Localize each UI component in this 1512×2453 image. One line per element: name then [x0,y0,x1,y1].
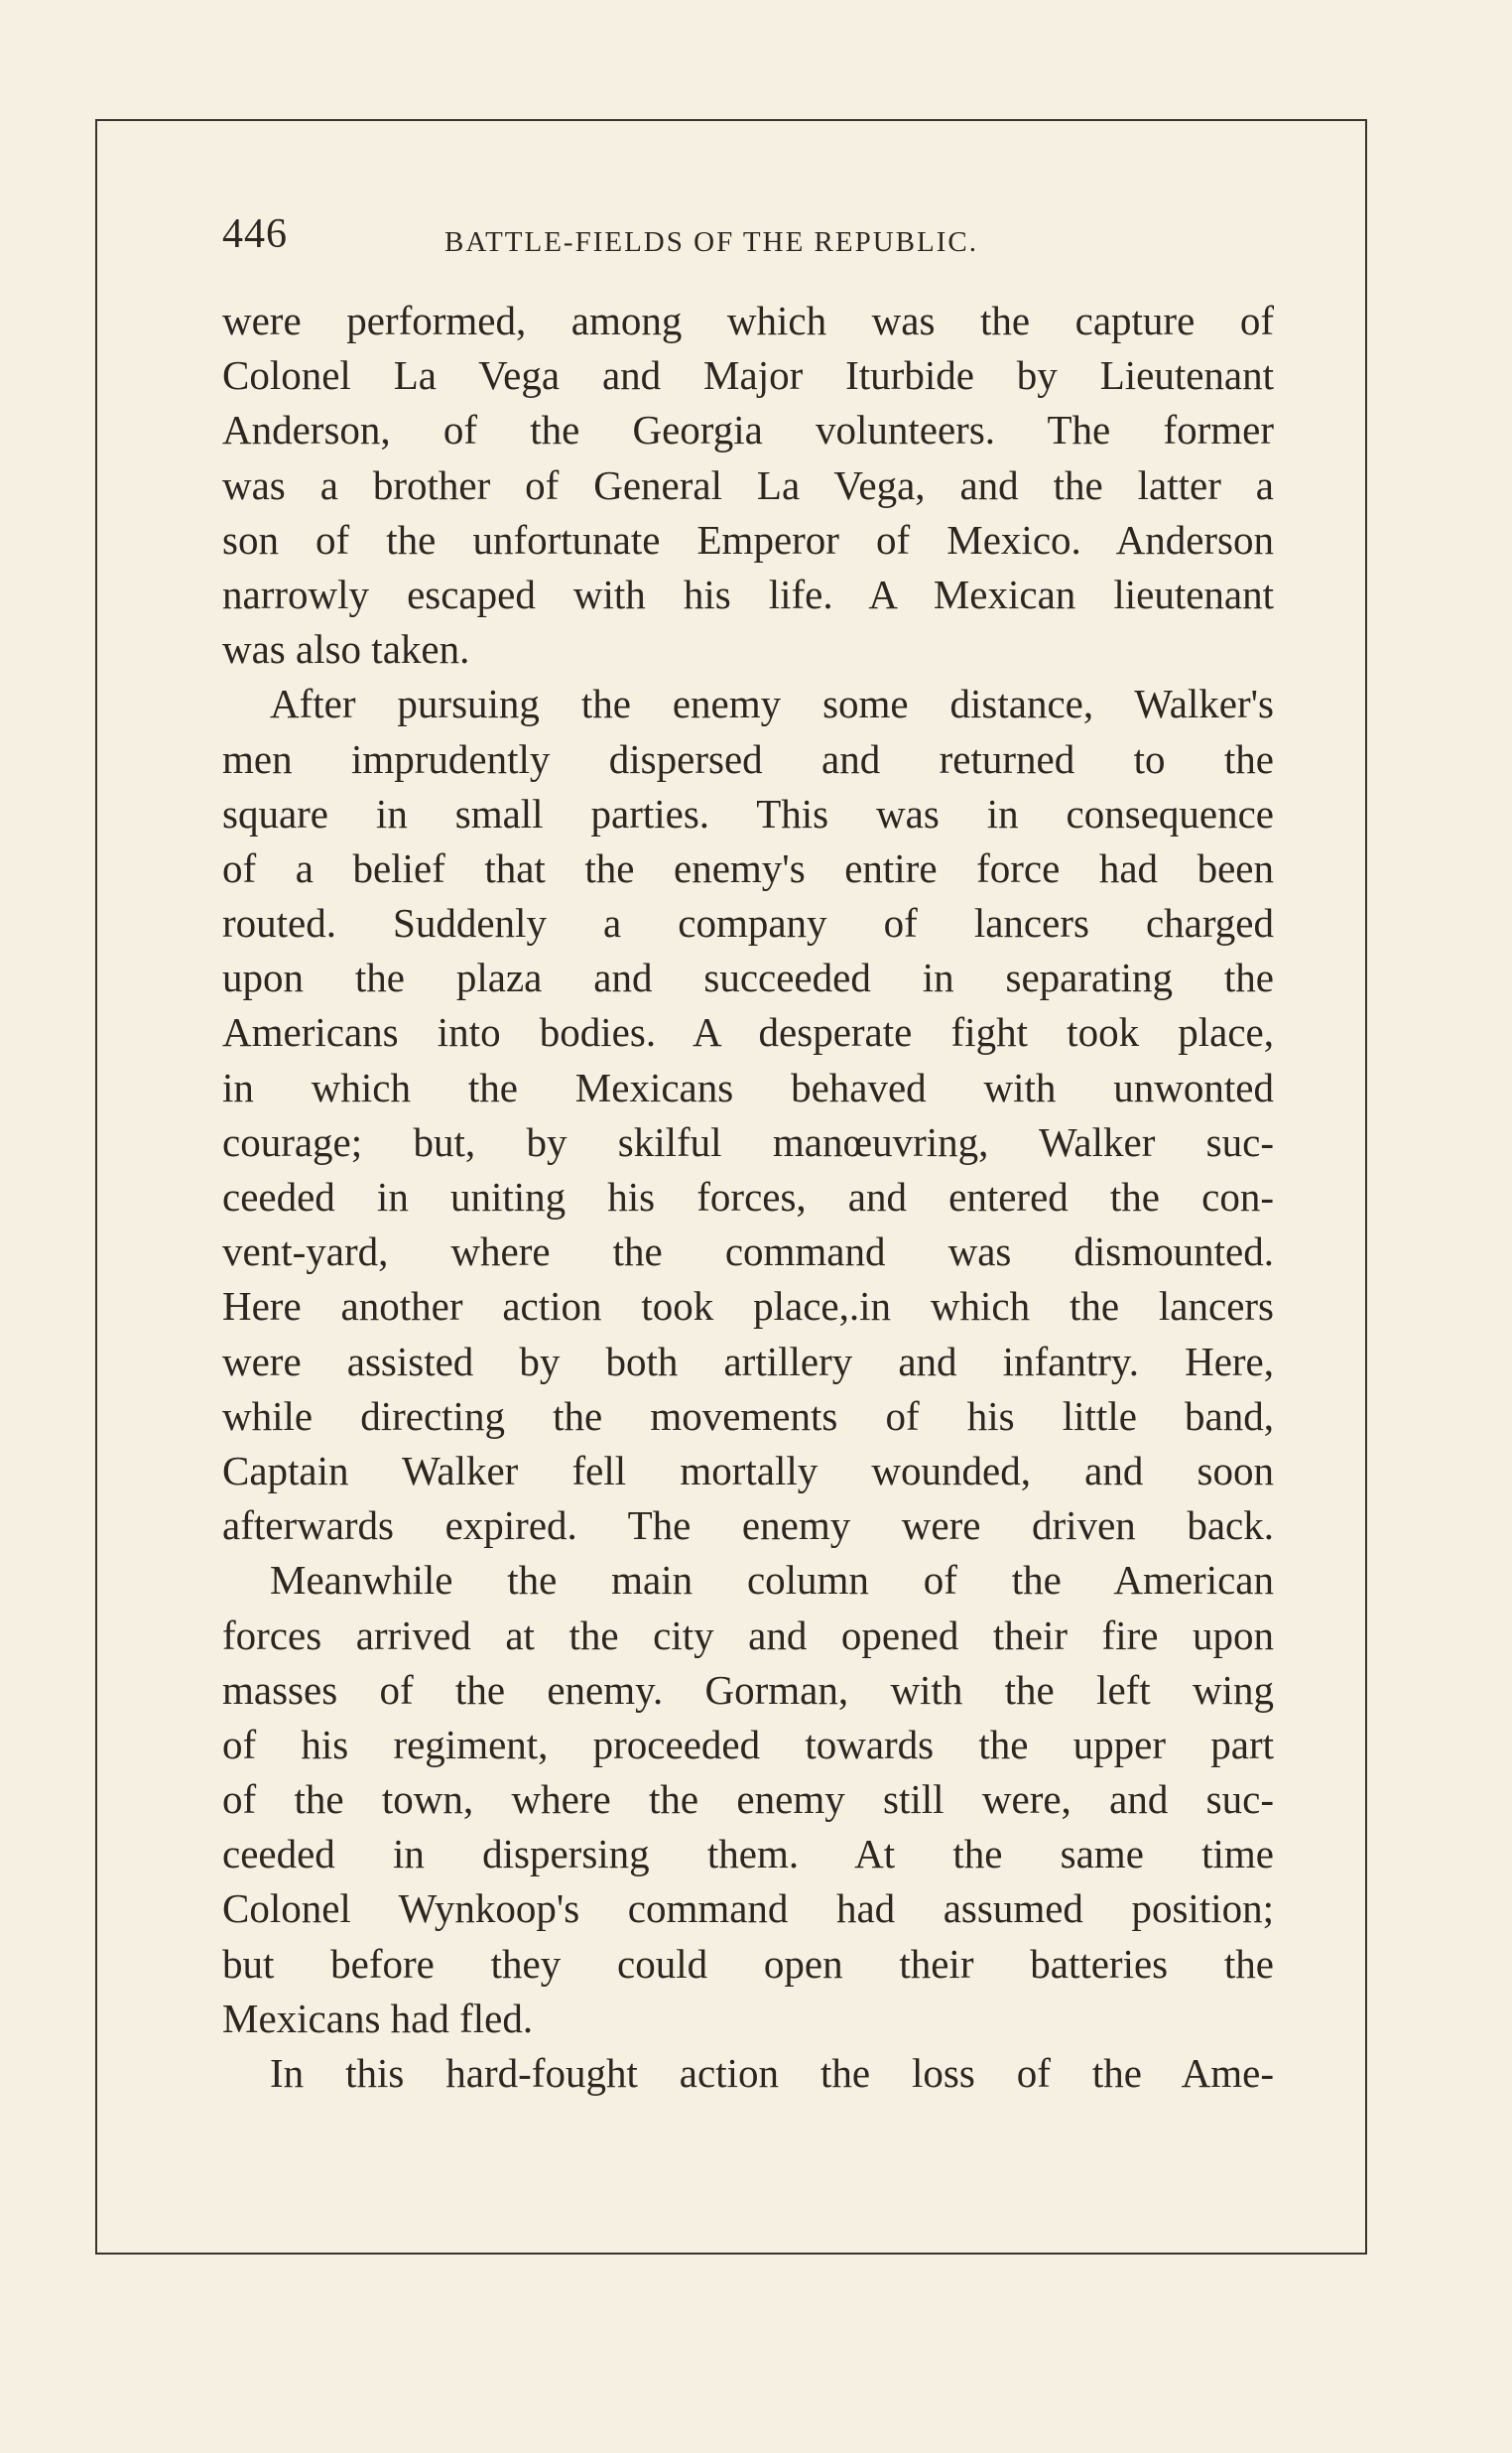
text-line: of his regiment, proceeded towards the upper part [222,1721,1274,1767]
text-line: upon the plaza and succeeded in separating the [222,955,1274,1001]
text-line: Captain Walker fell mortally wounded, and soon [222,1447,1274,1493]
text-line: son of the unfortunate Emperor of Mexico. Anderson [222,516,1274,563]
text-line: Colonel La Vega and Major Iturbide by Lieutenant [222,352,1274,399]
text-line: In this hard-fought action the loss of the Ame- [270,2050,1274,2096]
text-line: Mexicans had fled. [222,1995,534,2041]
text-line: Meanwhile the main column of the American [270,1557,1274,1604]
text-line: routed. Suddenly a company of lancers charged [222,900,1274,947]
text-line: Colonel Wynkoop's command had assumed position; [222,1885,1274,1932]
text-line: After pursuing the enemy some distance, Walker's [270,681,1274,727]
body-text [222,294,1274,2101]
text-line: were performed, among which was the capture of [222,298,1274,343]
text-line: masses of the enemy. Gorman, with the left wing [222,1666,1274,1713]
text-line: was also taken. [222,626,470,673]
text-line: Anderson, of the Georgia volunteers. The former [222,407,1274,453]
text-line: ceeded in uniting his forces, and entered the con- [222,1174,1274,1220]
text-line: in which the Mexicans behaved with unwonted [222,1064,1274,1110]
page-number: 446 [222,211,288,257]
text-line: courage; but, by skilful manœuvring, Walker suc- [222,1118,1274,1165]
text-line: Here another action took place,.in which the lancers [222,1283,1274,1330]
running-title: BATTLE-FIELDS OF THE REPUBLIC. [444,226,978,258]
page-header [222,210,1274,270]
text-line: narrowly escaped with his life. A Mexican lieutenant [222,571,1274,617]
text-line: forces arrived at the city and opened their fire upon [222,1612,1274,1658]
text-line: were assisted by both artillery and infantry. Here, [222,1338,1274,1384]
text-line: ceeded in dispersing them. At the same time [222,1831,1274,1877]
text-line: of the town, where the enemy still were, and suc- [222,1776,1274,1823]
text-line: vent-yard, where the command was dismounted. [222,1228,1274,1275]
text-line: Americans into bodies. A desperate fight took place, [222,1009,1274,1056]
text-line: square in small parties. This was in consequence [222,790,1274,837]
text-line: was a brother of General La Vega, and the latter a [222,461,1274,508]
text-line: men imprudently dispersed and returned to the [222,735,1274,782]
text-line: afterwards expired. The enemy were driven back. [222,1502,1274,1549]
text-line: of a belief that the enemy's entire force had been [222,844,1274,891]
text-line: but before they could open their batteries the [222,1940,1274,1987]
text-line: while directing the movements of his little band, [222,1392,1274,1439]
